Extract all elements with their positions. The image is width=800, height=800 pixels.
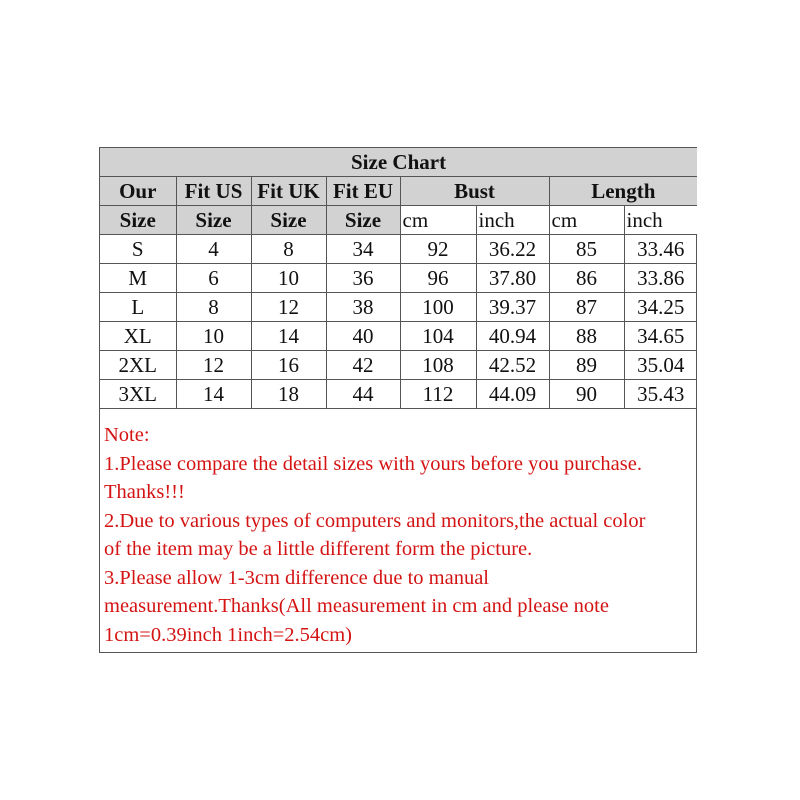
header-fit-us-sub: Size (176, 206, 251, 235)
header-fit-uk: Fit UK (251, 177, 326, 206)
cell-fit-uk: 10 (251, 264, 326, 293)
cell-length-cm: 89 (549, 351, 624, 380)
note-line: 1.Please compare the detail sizes with yours before you purchase. (104, 452, 642, 475)
cell-bust-cm: 100 (400, 293, 476, 322)
cell-fit-us: 14 (176, 380, 251, 409)
cell-bust-inch: 39.37 (476, 293, 549, 322)
cell-fit-uk: 18 (251, 380, 326, 409)
cell-length-cm: 90 (549, 380, 624, 409)
cell-fit-uk: 12 (251, 293, 326, 322)
cell-fit-uk: 8 (251, 235, 326, 264)
cell-bust-inch: 37.80 (476, 264, 549, 293)
cell-bust-inch: 42.52 (476, 351, 549, 380)
cell-length-cm: 87 (549, 293, 624, 322)
table-row (100, 351, 697, 380)
cell-bust-cm: 112 (400, 380, 476, 409)
cell-fit-us: 10 (176, 322, 251, 351)
cell-our-size: 2XL (100, 351, 176, 380)
size-chart (99, 147, 697, 653)
cell-our-size: S (100, 235, 176, 264)
note-line: 2.Due to various types of computers and monitors,the actual color (104, 509, 646, 532)
cell-fit-us: 6 (176, 264, 251, 293)
cell-length-inch: 35.04 (624, 351, 697, 380)
notes-section (100, 409, 696, 649)
header-fit-uk-sub: Size (251, 206, 326, 235)
cell-length-inch: 34.65 (624, 322, 697, 351)
cell-fit-eu: 36 (326, 264, 400, 293)
table-row (100, 235, 697, 264)
cell-fit-us: 12 (176, 351, 251, 380)
note-line: 1cm=0.39inch 1inch=2.54cm) (104, 623, 353, 646)
chart-title: Size Chart (100, 148, 697, 177)
header-fit-eu-sub: Size (326, 206, 400, 235)
header-bust: Bust (400, 177, 549, 206)
cell-bust-cm: 92 (400, 235, 476, 264)
note-line: of the item may be a little different form the picture. (104, 538, 533, 560)
length-unit-inch: inch (624, 206, 697, 235)
cell-fit-eu: 44 (326, 380, 400, 409)
cell-length-cm: 86 (549, 264, 624, 293)
cell-length-inch: 34.25 (624, 293, 697, 322)
cell-length-cm: 88 (549, 322, 624, 351)
header-fit-eu: Fit EU (326, 177, 400, 206)
header-row-2 (100, 206, 697, 235)
bust-unit-cm: cm (400, 206, 476, 235)
table-row (100, 293, 697, 322)
size-table (100, 148, 697, 409)
cell-fit-eu: 34 (326, 235, 400, 264)
cell-fit-eu: 40 (326, 322, 400, 351)
title-row (100, 148, 697, 177)
cell-bust-inch: 36.22 (476, 235, 549, 264)
cell-fit-uk: 14 (251, 322, 326, 351)
cell-bust-cm: 96 (400, 264, 476, 293)
cell-length-inch: 33.86 (624, 264, 697, 293)
cell-fit-us: 8 (176, 293, 251, 322)
cell-fit-us: 4 (176, 235, 251, 264)
note-line: measurement.Thanks(All measurement in cm and please note (104, 595, 609, 617)
cell-length-cm: 85 (549, 235, 624, 264)
header-our-size-sub: Size (100, 206, 176, 235)
table-row (100, 322, 697, 351)
cell-fit-eu: 42 (326, 351, 400, 380)
header-length: Length (549, 177, 697, 206)
cell-our-size: XL (100, 322, 176, 351)
bust-unit-inch: inch (476, 206, 549, 235)
cell-our-size: 3XL (100, 380, 176, 409)
cell-fit-uk: 16 (251, 351, 326, 380)
note-line: 3.Please allow 1-3cm difference due to manual (104, 566, 489, 589)
header-fit-us: Fit US (176, 177, 251, 206)
cell-fit-eu: 38 (326, 293, 400, 322)
cell-bust-cm: 104 (400, 322, 476, 351)
cell-our-size: L (100, 293, 176, 322)
cell-length-inch: 35.43 (624, 380, 697, 409)
cell-bust-inch: 44.09 (476, 380, 549, 409)
table-row (100, 380, 697, 409)
note-line: Thanks!!! (104, 481, 185, 503)
length-unit-cm: cm (549, 206, 624, 235)
notes-heading: Note: (104, 424, 150, 446)
cell-our-size: M (100, 264, 176, 293)
header-row-1 (100, 177, 697, 206)
header-our-size: Our (100, 177, 176, 206)
cell-bust-inch: 40.94 (476, 322, 549, 351)
cell-length-inch: 33.46 (624, 235, 697, 264)
cell-bust-cm: 108 (400, 351, 476, 380)
table-row (100, 264, 697, 293)
